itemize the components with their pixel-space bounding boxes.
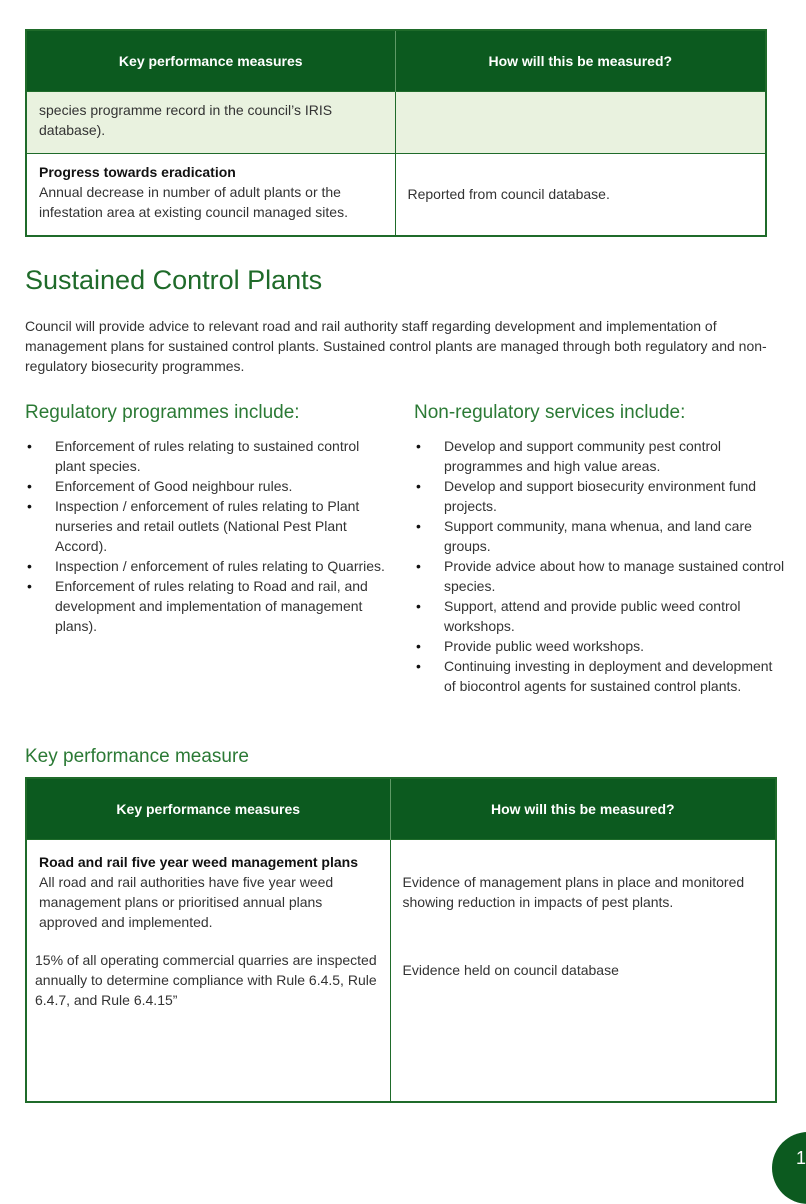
section-title: Sustained Control Plants — [25, 265, 323, 295]
list-item: • Inspection / enforcement of rules relating to Plant nurseries and retail outlets (National Pest Plant Accord). — [25, 496, 390, 556]
measure-text: Annual decrease in number of adult plants or the infestation area at existing council managed sites. — [39, 184, 348, 220]
header-how-measured: How will this be measured? — [395, 30, 766, 92]
header-key-measures: Key performance measures — [26, 778, 390, 840]
list-item: • Develop and support community pest control programmes and high value areas. — [414, 436, 786, 476]
list-item: • Support, attend and provide public weed control workshops. — [414, 596, 786, 636]
measure-cell — [26, 92, 395, 154]
list-item: • Enforcement of Good neighbour rules. — [25, 476, 390, 496]
section-intro: Council will provide advice to relevant road and rail authority staff regarding development and implementation of management plans for sustained control plants. Sustained control plants are managed through both regulatory and non-regulatory biosecurity programmes. — [25, 318, 767, 374]
regulatory-list — [25, 436, 390, 636]
page-number-tab — [772, 1132, 806, 1204]
measure-cell — [26, 154, 395, 236]
measure-text: species programme record in the council’s IRIS database). — [39, 102, 333, 138]
table-row — [26, 92, 766, 154]
regulatory-heading: Regulatory programmes include: — [25, 402, 300, 423]
table-header-row — [26, 30, 766, 92]
how-cell: Evidence held on council database — [390, 944, 776, 1102]
list-item: • Enforcement of rules relating to sustained control plant species. — [25, 436, 390, 476]
kpm-heading: Key performance measure — [25, 746, 249, 767]
table-row — [26, 840, 776, 944]
table-header-row — [26, 778, 776, 840]
measure-cell — [26, 840, 390, 944]
table-row — [26, 944, 776, 1102]
how-cell — [395, 92, 766, 154]
list-item: • Inspection / enforcement of rules relating to Quarries. — [25, 556, 390, 576]
measure-text: All road and rail authorities have five year weed management plans or prioritised annual plans approved and implemented. — [39, 874, 334, 930]
nonregulatory-heading: Non-regulatory services include: — [414, 402, 686, 423]
kpm-table — [25, 777, 777, 1103]
page-number: 1 — [796, 1148, 806, 1168]
list-item: • Continuing investing in deployment and development of biocontrol agents for sustained control plants. — [414, 656, 786, 696]
list-item: • Support community, mana whenua, and land care groups. — [414, 516, 786, 556]
how-cell: Evidence of management plans in place and monitored showing reduction in impacts of pest plants. — [390, 840, 776, 944]
nonregulatory-list — [414, 436, 786, 696]
measure-title: Road and rail five year weed management plans — [39, 854, 358, 870]
header-key-measures: Key performance measures — [26, 30, 395, 92]
header-how-measured: How will this be measured? — [390, 778, 776, 840]
list-item: • Provide public weed workshops. — [414, 636, 786, 656]
how-cell: Reported from council database. — [395, 154, 766, 236]
measure-cell: 15% of all operating commercial quarries are inspected annually to determine compliance with Rule 6.4.5, Rule 6.4.7, and Rule 6.4.15” — [26, 944, 390, 1102]
list-item: • Enforcement of rules relating to Road and rail, and development and implementation of management plans). — [25, 576, 390, 636]
list-item: • Develop and support biosecurity environment fund projects. — [414, 476, 786, 516]
table-row — [26, 154, 766, 236]
measure-title: Progress towards eradication — [39, 164, 236, 180]
list-item: • Provide advice about how to manage sustained control species. — [414, 556, 786, 596]
kpm-table-continued — [25, 29, 767, 237]
